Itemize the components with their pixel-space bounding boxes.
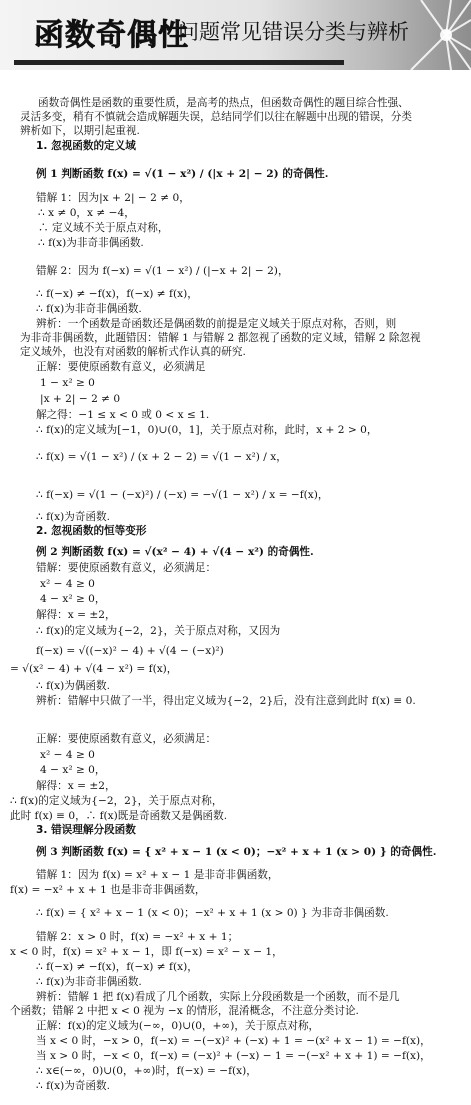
text-line: ∴ f(x)为偶函数.: [36, 680, 111, 692]
text-line: 正解：要使原函数有意义，必须满足：: [36, 733, 217, 745]
text-line: ∴ f(x)的定义域为[−1，0)∪(0，1]，关于原点对称，此时，x + 2 > 0，: [36, 424, 378, 436]
text-line: ∴ f(x) = { x² + x − 1 (x < 0)；−x² + x + 1 (x > 0) } 为非奇非偶函数.: [36, 907, 389, 919]
text-line: ∴ f(x)为奇函数.: [36, 1080, 111, 1092]
text-line: ∴ f(x)为奇函数.: [36, 511, 111, 523]
text-line: ∴ f(−x) ≠ −f(x)，f(−x) ≠ f(x)，: [36, 288, 198, 300]
text-line: ∴ f(−x) ≠ −f(x)，f(−x) ≠ f(x)，: [36, 961, 198, 973]
text-line: 定义域外，也没有对函数的解析式作认真的研究.: [20, 346, 246, 358]
text-line: 解得：x = ±2，: [36, 780, 116, 792]
title-sub: 问题常见错误分类与辨析: [178, 20, 409, 44]
text-line: 正解：要使原函数有意义，必须满足: [36, 361, 206, 373]
text-line: 辨析：错解 1 把 f(x)看成了几个函数，实际上分段函数是一个函数，而不是几: [36, 991, 400, 1003]
text-line: f(x) = −x² + x + 1 也是非奇非偶函数，: [10, 884, 206, 896]
text-line: 辨析如下，以期引起重视.: [20, 125, 140, 137]
text-line: 3. 错误理解分段函数: [36, 824, 136, 836]
text-line: x² − 4 ≥ 0: [40, 578, 95, 590]
text-line: 正解：f(x)的定义域为(−∞，0)∪(0，+∞)，关于原点对称，: [36, 1020, 320, 1032]
text-line: 4 − x² ≥ 0，: [40, 593, 106, 605]
text-line: ∴ f(x)为非奇非偶函数.: [36, 976, 142, 988]
text-line: 当 x < 0 时，−x > 0，f(−x) = −(−x)² + (−x) + 1 = −(x² + x − 1) = −f(x)，: [36, 1035, 431, 1047]
text-line: 此时 f(x) ≡ 0，∴ f(x)既是奇函数又是偶函数.: [10, 810, 228, 822]
title-underline: [14, 60, 344, 65]
text-line: x² − 4 ≥ 0: [40, 749, 95, 761]
text-line: 错解：要使原函数有意义，必须满足：: [36, 562, 217, 574]
text-line: 4 − x² ≥ 0，: [40, 764, 106, 776]
text-line: 例 2 判断函数 f(x) = √(x² − 4) + √(4 − x²) 的奇偶性.: [36, 546, 314, 558]
text-line: = √(x² − 4) + √(4 − x²) = f(x)，: [10, 663, 178, 675]
text-line: 函数奇偶性是函数的重要性质，是高考的热点，但函数奇偶性的题目综合性强、: [38, 97, 409, 109]
text-line: ∴ x ≠ 0，x ≠ −4，: [38, 207, 135, 219]
text-line: 错解 2：x > 0 时，f(x) = −x² + x + 1；: [36, 931, 239, 943]
text-line: 错解 1：因为 f(x) = x² + x − 1 是非奇非偶函数，: [36, 869, 279, 881]
text-line: 错解 2：因为 f(−x) = √(1 − x²) / (|−x + 2| − 2)，: [36, 265, 289, 277]
title-main: 函数奇偶性: [34, 18, 189, 53]
text-line: 辨析：错解中只做了一半，得出定义域为{−2，2}后，没有注意到此时 f(x) ≡ 0.: [36, 695, 416, 707]
text-line: ∴ 定义域不关于原点对称，: [38, 222, 169, 234]
text-line: ∴ f(x)为非奇非偶函数.: [36, 303, 142, 315]
title-banner: [0, 0, 471, 70]
text-line: ∴ f(x) = √(1 − x²) / (x + 2 − 2) = √(1 − x²) / x，: [36, 451, 287, 463]
text-line: 例 1 判断函数 f(x) = √(1 − x²) / (|x + 2| − 2) 的奇偶性.: [36, 168, 329, 180]
text-line: 错解 1：因为|x + 2| − 2 ≠ 0，: [36, 192, 190, 204]
text-line: 当 x > 0 时，−x < 0，f(−x) = (−x)² + (−x) − 1 = −(−x² + x + 1) = −f(x)，: [36, 1050, 431, 1062]
text-line: 解得：x = ±2，: [36, 609, 116, 621]
text-line: 灵活多变，稍有不慎就会造成解题失误，总结同学们以往在解题中出现的错误，分类: [20, 111, 412, 123]
text-line: ∴ f(−x) = √(1 − (−x)²) / (−x) = −√(1 − x²) / x = −f(x)，: [36, 489, 329, 501]
text-line: f(−x) = √((−x)² − 4) + √(4 − (−x)²): [36, 645, 224, 657]
text-line: 1 − x² ≥ 0: [40, 377, 95, 389]
text-line: 个函数；错解 2 中把 x < 0 视为 −x 的情形，混淆概念，不注意分类讨论.: [10, 1005, 359, 1017]
text-line: 例 3 判断函数 f(x) = { x² + x − 1 (x < 0)；−x² + x + 1 (x > 0) } 的奇偶性.: [36, 846, 437, 858]
text-line: ∴ f(x)为非奇非偶函数.: [38, 237, 144, 249]
text-line: 解之得：−1 ≤ x < 0 或 0 < x ≤ 1.: [36, 409, 210, 421]
text-line: ∴ f(x)的定义域为{−2，2}，关于原点对称，: [10, 795, 223, 807]
text-line: |x + 2| − 2 ≠ 0: [40, 393, 121, 405]
text-line: x < 0 时，f(x) = x² + x − 1，即 f(−x) = x² − x − 1，: [10, 946, 283, 958]
text-line: 1. 忽视函数的定义域: [36, 140, 136, 152]
text-line: 2. 忽视函数的恒等变形: [36, 525, 147, 537]
text-line: 辨析：一个函数是奇函数还是偶函数的前提是定义域关于原点对称，否则，则: [36, 318, 397, 330]
text-line: ∴ f(x)的定义域为{−2，2}，关于原点对称，又因为: [36, 625, 281, 637]
text-line: ∴ x∈(−∞，0)∪(0，+∞)时，f(−x) = −f(x)，: [36, 1065, 257, 1077]
text-line: 为非奇非偶函数，此题错因：错解 1 与错解 2 都忽视了函数的定义域，错解 2 除忽视: [20, 332, 421, 344]
